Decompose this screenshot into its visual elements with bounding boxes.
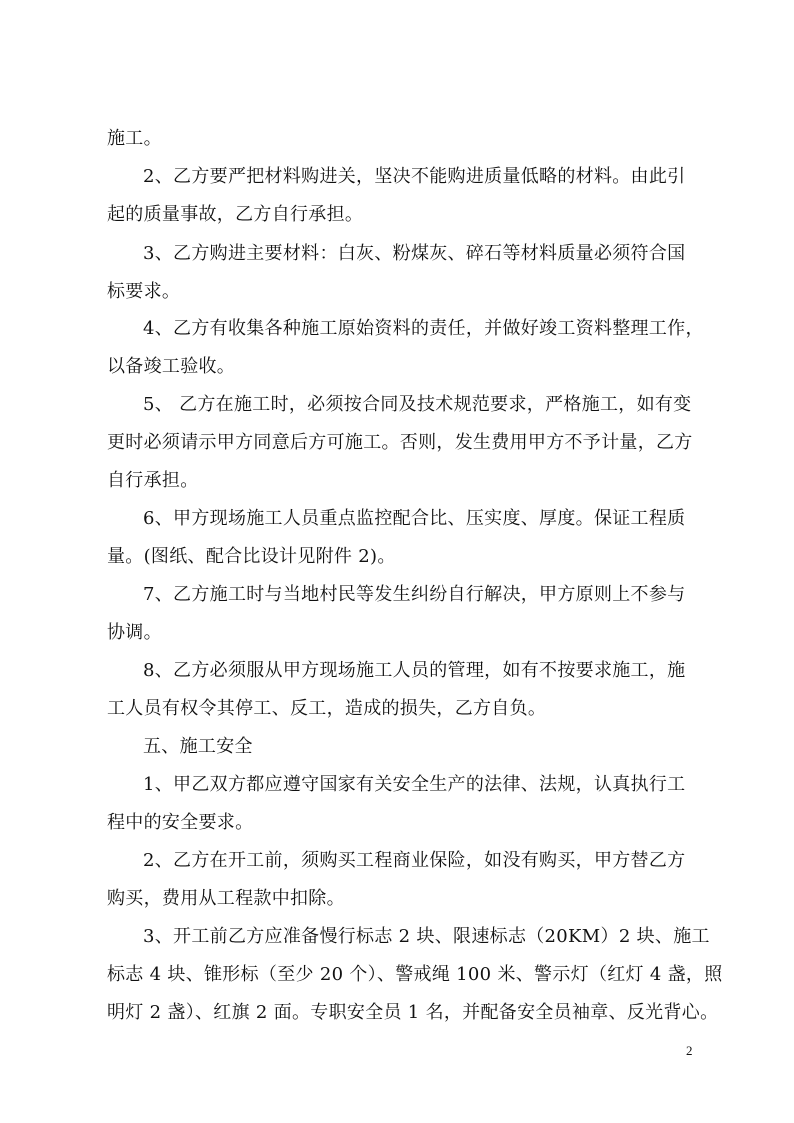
paragraph-line: 更时必须请示甲方同意后方可施工。否则，发生费用甲方不予计量，乙方 <box>107 432 693 453</box>
paragraph-line: 工人员有权令其停工、反工，造成的损失，乙方自负。 <box>107 698 547 719</box>
paragraph-line: 8、乙方必须服从甲方现场施工人员的管理，如有不按要求施工，施 <box>143 660 686 681</box>
paragraph-line: 施工。 <box>107 128 162 149</box>
paragraph-line: 量。(图纸、配合比设计见附件 2)。 <box>107 546 396 567</box>
paragraph-line: 自行承担。 <box>107 470 199 491</box>
paragraph-line: 3、开工前乙方应准备慢行标志 2 块、限速标志（20KM）2 块、施工 <box>143 926 710 947</box>
page-number: 2 <box>686 1043 693 1058</box>
paragraph-line: 标志 4 块、锥形标（至少 20 个）、警戒绳 100 米、警示灯（红灯 4 盏，照 <box>107 964 723 985</box>
paragraph-line: 以备竣工验收。 <box>107 356 236 377</box>
paragraph-line: 2、乙方在开工前，须购买工程商业保险，如没有购买，甲方替乙方 <box>143 850 686 871</box>
paragraph-line: 2、乙方要严把材料购进关，坚决不能购进质量低略的材料。由此引 <box>143 166 686 187</box>
paragraph-line: 5、 乙方在施工时，必须按合同及技术规范要求，严格施工，如有变 <box>143 394 692 415</box>
section-heading: 五、施工安全 <box>143 736 253 757</box>
paragraph-line: 程中的安全要求。 <box>107 812 254 833</box>
paragraph-line: 3、乙方购进主要材料：白灰、粉煤灰、碎石等材料质量必须符合国 <box>143 243 686 264</box>
paragraph-line: 明灯 2 盏）、红旗 2 面。专职安全员 1 名，并配备安全员袖章、反光背心。 <box>107 1002 719 1023</box>
paragraph-line: 协调。 <box>107 622 162 643</box>
paragraph-line: 购买，费用从工程款中扣除。 <box>107 888 345 909</box>
paragraph-line: 标要求。 <box>107 281 181 302</box>
paragraph-line: 起的质量事故，乙方自行承担。 <box>107 204 364 225</box>
paragraph-line: 7、乙方施工时与当地村民等发生纠纷自行解决，甲方原则上不参与 <box>143 584 686 605</box>
paragraph-line: 6、甲方现场施工人员重点监控配合比、压实度、厚度。保证工程质 <box>143 508 686 529</box>
paragraph-line: 1、甲乙双方都应遵守国家有关安全生产的法律、法规，认真执行工 <box>143 774 686 795</box>
paragraph-line: 4、乙方有收集各种施工原始资料的责任，并做好竣工资料整理工作， <box>143 318 704 339</box>
